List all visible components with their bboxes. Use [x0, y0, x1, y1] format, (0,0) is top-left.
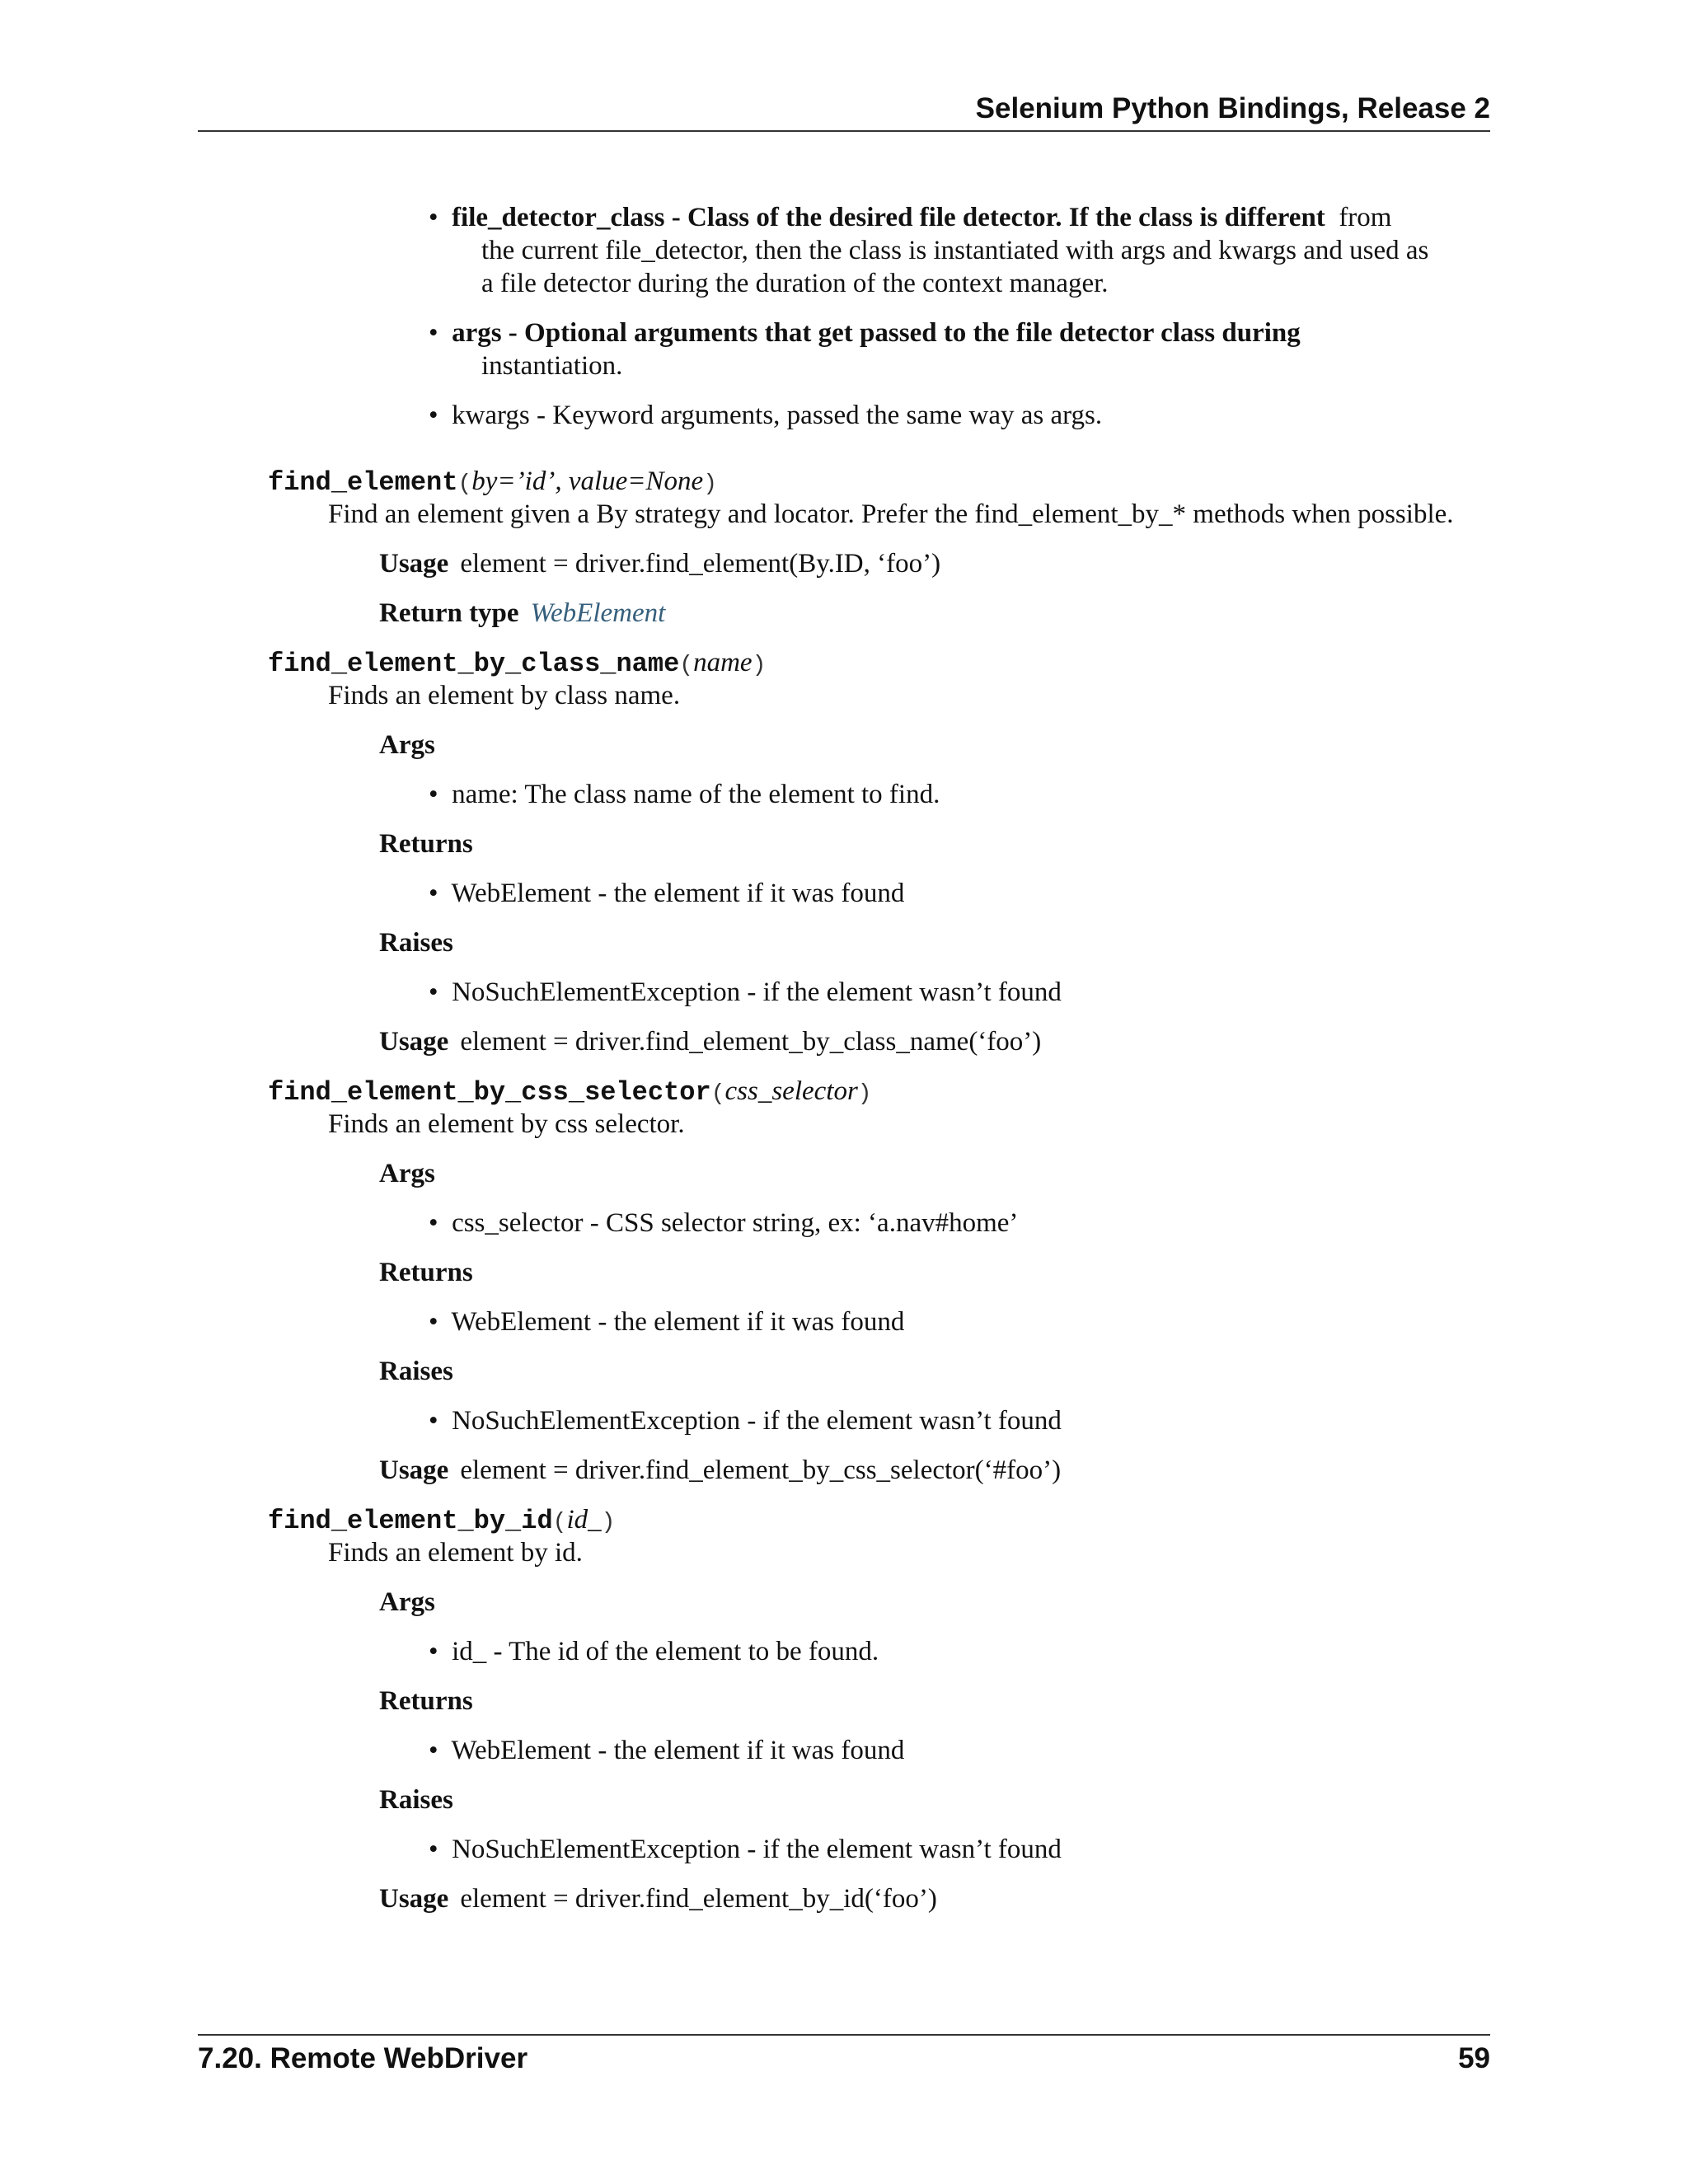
raises-label: Raises: [379, 928, 453, 958]
method-name: find_element_by_css_selector: [268, 1077, 711, 1108]
bullet-bold-text: file_detector_class - Class of the desired file detector. If the class is different: [452, 203, 1325, 232]
method-description: Finds an element by css selector.: [328, 1109, 685, 1139]
bullet-kwargs: • kwargs - Keyword arguments, passed the same way as args.: [429, 401, 1103, 430]
bullet-continuation: a file detector during the duration of the context manager.: [481, 269, 1109, 298]
method-name: find_element_by_class_name: [268, 649, 680, 679]
raises-label: Raises: [379, 1785, 453, 1815]
method-name: find_element: [268, 467, 458, 498]
usage-code: element = driver.find_element_by_class_name(‘foo’): [460, 1027, 1042, 1057]
webelement-link[interactable]: WebElement: [530, 598, 666, 628]
header-rule: [198, 130, 1490, 132]
returns-bullet: • WebElement - the element if it was found: [429, 1307, 905, 1337]
usage-label: Usage: [379, 549, 449, 579]
method-signature-by-class-name: find_element_by_class_name(name): [268, 648, 767, 679]
usage-code: element = driver.find_element(By.ID, ‘foo’): [460, 549, 941, 579]
returns-bullet: • WebElement - the element if it was found: [429, 1736, 905, 1765]
returns-text: WebElement - the element if it was found: [451, 1736, 905, 1765]
usage-row: [379, 1882, 937, 1915]
arg-text: id_ - The id of the element to be found.: [452, 1637, 879, 1666]
method-args: css_selector: [724, 1076, 858, 1106]
method-signature-by-css-selector: find_element_by_css_selector(css_selector): [268, 1076, 872, 1108]
return-type-label: Return type: [379, 598, 519, 628]
bullet-args: • args - Optional arguments that get passed to the file detector class during: [429, 318, 1301, 348]
usage-code: element = driver.find_element_by_id(‘foo’): [460, 1884, 937, 1914]
page-number: 59: [1458, 2042, 1490, 2074]
running-header: Selenium Python Bindings, Release 2: [975, 92, 1490, 124]
method-name: find_element_by_id: [268, 1506, 553, 1536]
raises-bullet: • NoSuchElementException - if the element wasn’t found: [429, 977, 1062, 1007]
args-label: Args: [379, 1159, 435, 1188]
returns-label: Returns: [379, 1686, 473, 1716]
page-footer: [198, 2042, 1490, 2075]
usage-label: Usage: [379, 1027, 449, 1057]
method-args: by=’id’, value=None: [471, 466, 704, 496]
bullet-continuation: instantiation.: [481, 351, 623, 381]
method-args: name: [693, 648, 753, 677]
arg-text: css_selector - CSS selector string, ex: ‘a.nav#home’: [452, 1208, 1019, 1238]
raises-label: Raises: [379, 1357, 453, 1386]
returns-label: Returns: [379, 829, 473, 859]
method-description: Find an element given a By strategy and locator. Prefer the find_element_by_* methods when possible.: [328, 499, 1454, 529]
usage-row: [379, 1025, 1041, 1058]
method-description: Finds an element by class name.: [328, 681, 681, 710]
usage-label: Usage: [379, 1884, 449, 1914]
method-signature-find-element: find_element(by=’id’, value=None): [268, 466, 718, 498]
usage-row: [379, 547, 940, 580]
usage-label: Usage: [379, 1455, 449, 1485]
bullet-file-detector-class: • file_detector_class - Class of the desired file detector. If the class is different from: [429, 203, 1392, 232]
usage-row: [379, 1454, 1061, 1487]
raises-text: NoSuchElementException - if the element wasn’t found: [452, 977, 1062, 1007]
footer-section-title: 7.20. Remote WebDriver: [198, 2042, 528, 2074]
returns-label: Returns: [379, 1258, 473, 1287]
arg-bullet: • name: The class name of the element to find.: [429, 780, 940, 809]
args-label: Args: [379, 1587, 435, 1617]
arg-bullet: • id_ - The id of the element to be found.: [429, 1637, 879, 1666]
arg-bullet: • css_selector - CSS selector string, ex: ‘a.nav#home’: [429, 1208, 1019, 1238]
raises-bullet: • NoSuchElementException - if the element wasn’t found: [429, 1835, 1062, 1864]
returns-text: WebElement - the element if it was found: [451, 879, 905, 908]
bullet-continuation: the current file_detector, then the class is instantiated with args and kwargs and used as: [481, 236, 1429, 265]
bullet-text: kwargs - Keyword arguments, passed the same way as args.: [452, 401, 1103, 430]
returns-text: WebElement - the element if it was found: [451, 1307, 905, 1337]
bullet-rest-text: from: [1339, 203, 1392, 232]
method-args: id_: [566, 1505, 602, 1535]
footer-rule: [198, 2034, 1490, 2036]
usage-code: element = driver.find_element_by_css_selector(‘#foo’): [460, 1455, 1062, 1485]
method-signature-by-id: find_element_by_id(id_): [268, 1505, 616, 1536]
bullet-bold-text: args - Optional arguments that get passed to the file detector class during: [452, 318, 1301, 348]
method-description: Finds an element by id.: [328, 1538, 583, 1568]
returns-bullet: • WebElement - the element if it was found: [429, 879, 905, 908]
return-type-row: [379, 597, 665, 630]
raises-text: NoSuchElementException - if the element wasn’t found: [452, 1835, 1062, 1864]
args-label: Args: [379, 730, 435, 760]
arg-text: name: The class name of the element to find.: [452, 780, 940, 809]
raises-text: NoSuchElementException - if the element wasn’t found: [452, 1406, 1062, 1436]
raises-bullet: • NoSuchElementException - if the element wasn’t found: [429, 1406, 1062, 1436]
